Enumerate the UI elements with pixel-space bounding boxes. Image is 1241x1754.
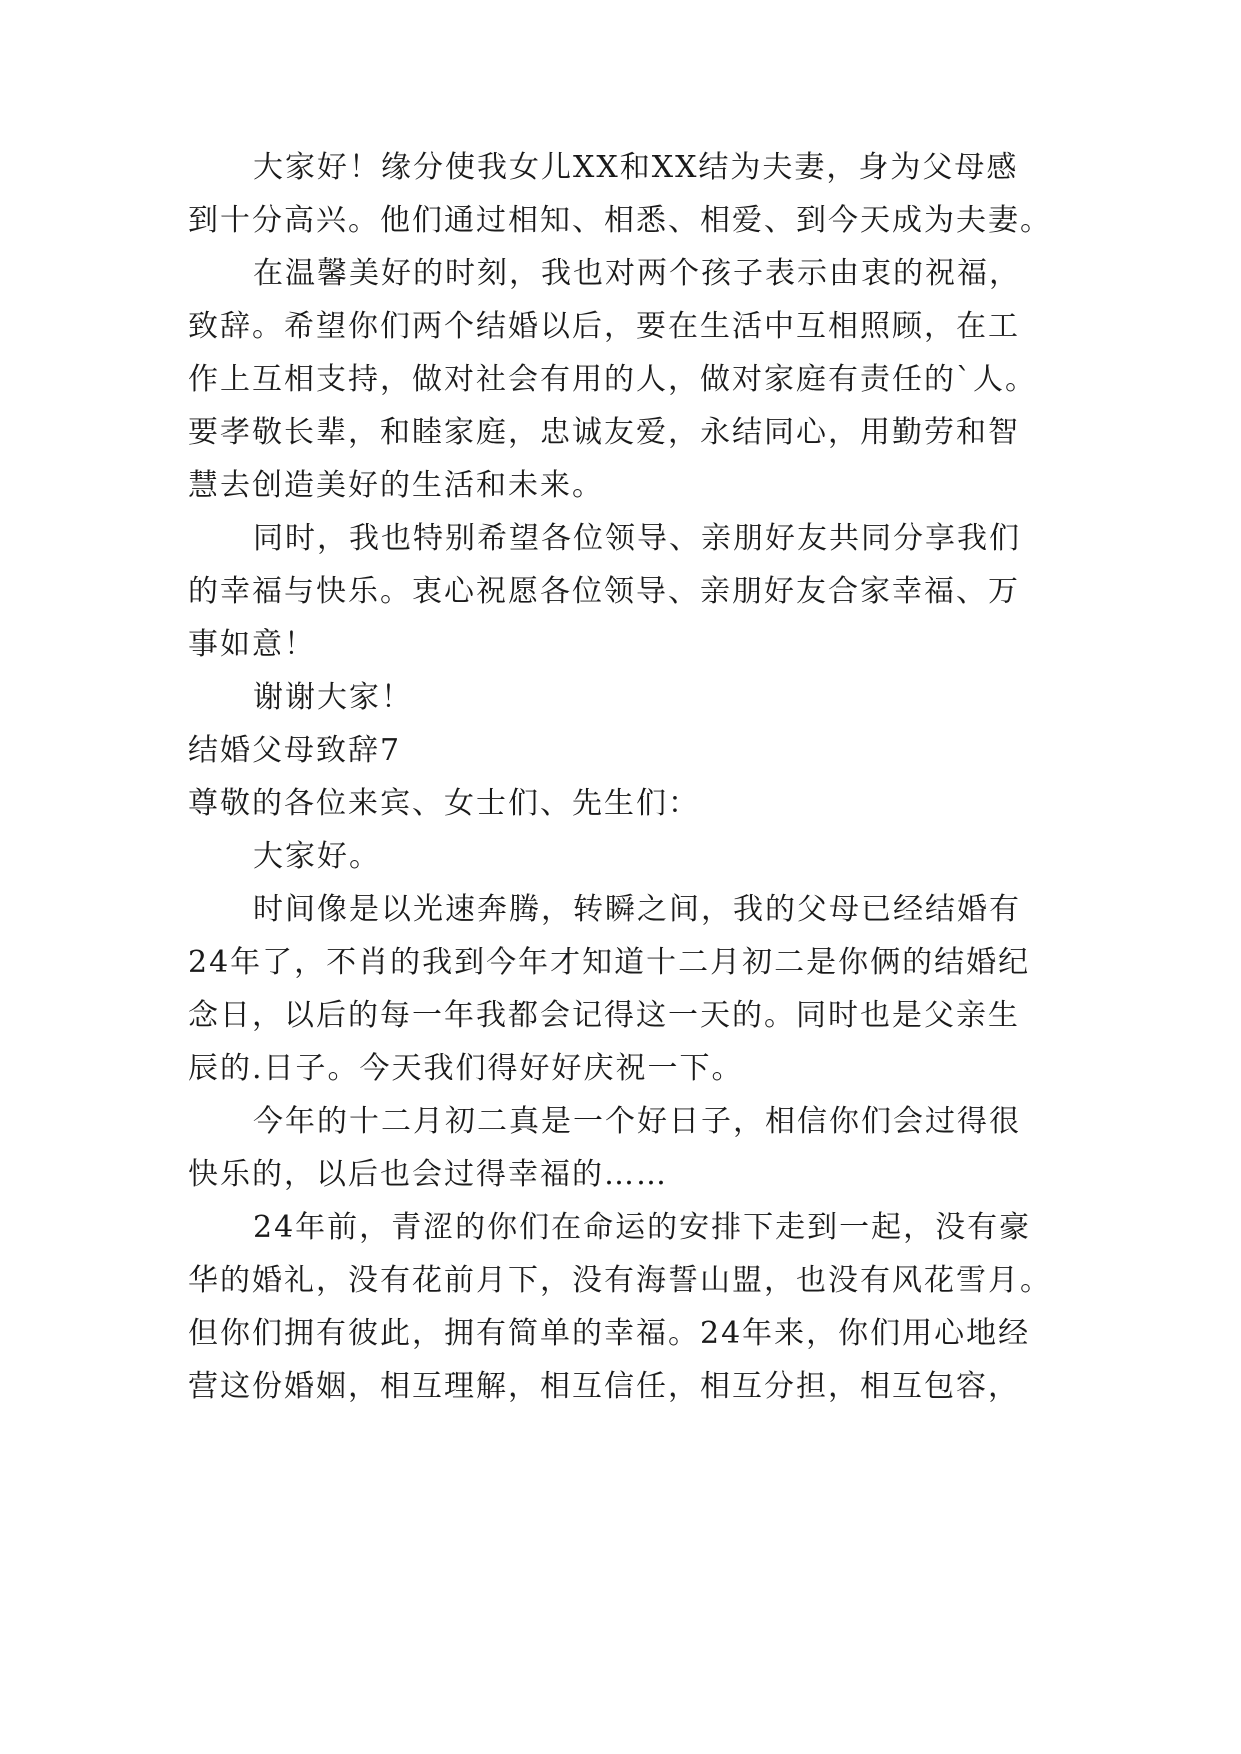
paragraph-line: 营这份婚姻，相互理解，相互信任，相互分担，相互包容， [188, 1369, 1020, 1404]
paragraph-line: 作上互相支持，做对社会有用的人，做对家庭有责任的`人。 [188, 362, 1037, 397]
section-heading: 结婚父母致辞7 [188, 733, 402, 768]
paragraph-line: 到十分高兴。他们通过相知、相悉、相爱、到今天成为夫妻。 [188, 203, 1052, 238]
paragraph-line: 辰的.日子。今天我们得好好庆祝一下。 [188, 1051, 744, 1086]
paragraph-line: 念日，以后的每一年我都会记得这一天的。同时也是父亲生 [188, 998, 1020, 1033]
paragraph-line: 华的婚礼，没有花前月下，没有海誓山盟，也没有风花雪月。 [188, 1263, 1052, 1298]
paragraph-line: 24年前，青涩的你们在命运的安排下走到一起，没有豪 [253, 1210, 1032, 1245]
paragraph-line: 24年了，不肖的我到今年才知道十二月初二是你俩的结婚纪 [188, 945, 1031, 980]
paragraph-line: 快乐的，以后也会过得幸福的…… [188, 1157, 668, 1192]
paragraph-line: 的幸福与快乐。衷心祝愿各位领导、亲朋好友合家幸福、万 [188, 574, 1020, 609]
paragraph-line: 事如意！ [188, 627, 316, 662]
paragraph-line: 致辞。希望你们两个结婚以后，要在生活中互相照顾，在工 [188, 309, 1020, 344]
paragraph-line: 在温馨美好的时刻，我也对两个孩子表示由衷的祝福， [253, 256, 1021, 291]
paragraph-line: 大家好！缘分使我女儿XX和XX结为夫妻，身为父母感 [253, 150, 1019, 185]
greeting-line: 大家好。 [253, 839, 381, 874]
salutation: 尊敬的各位来宾、女士们、先生们： [188, 786, 700, 821]
paragraph-line: 时间像是以光速奔腾，转瞬之间，我的父母已经结婚有 [253, 892, 1021, 927]
paragraph-line: 今年的十二月初二真是一个好日子，相信你们会过得很 [253, 1104, 1021, 1139]
paragraph-line: 同时，我也特别希望各位领导、亲朋好友共同分享我们 [253, 521, 1021, 556]
closing-line: 谢谢大家！ [253, 680, 413, 715]
paragraph-line: 要孝敬长辈，和睦家庭，忠诚友爱，永结同心，用勤劳和智 [188, 415, 1020, 450]
paragraph-line: 但你们拥有彼此，拥有简单的幸福。24年来，你们用心地经 [188, 1316, 1031, 1351]
paragraph-line: 慧去创造美好的生活和未来。 [188, 468, 604, 503]
